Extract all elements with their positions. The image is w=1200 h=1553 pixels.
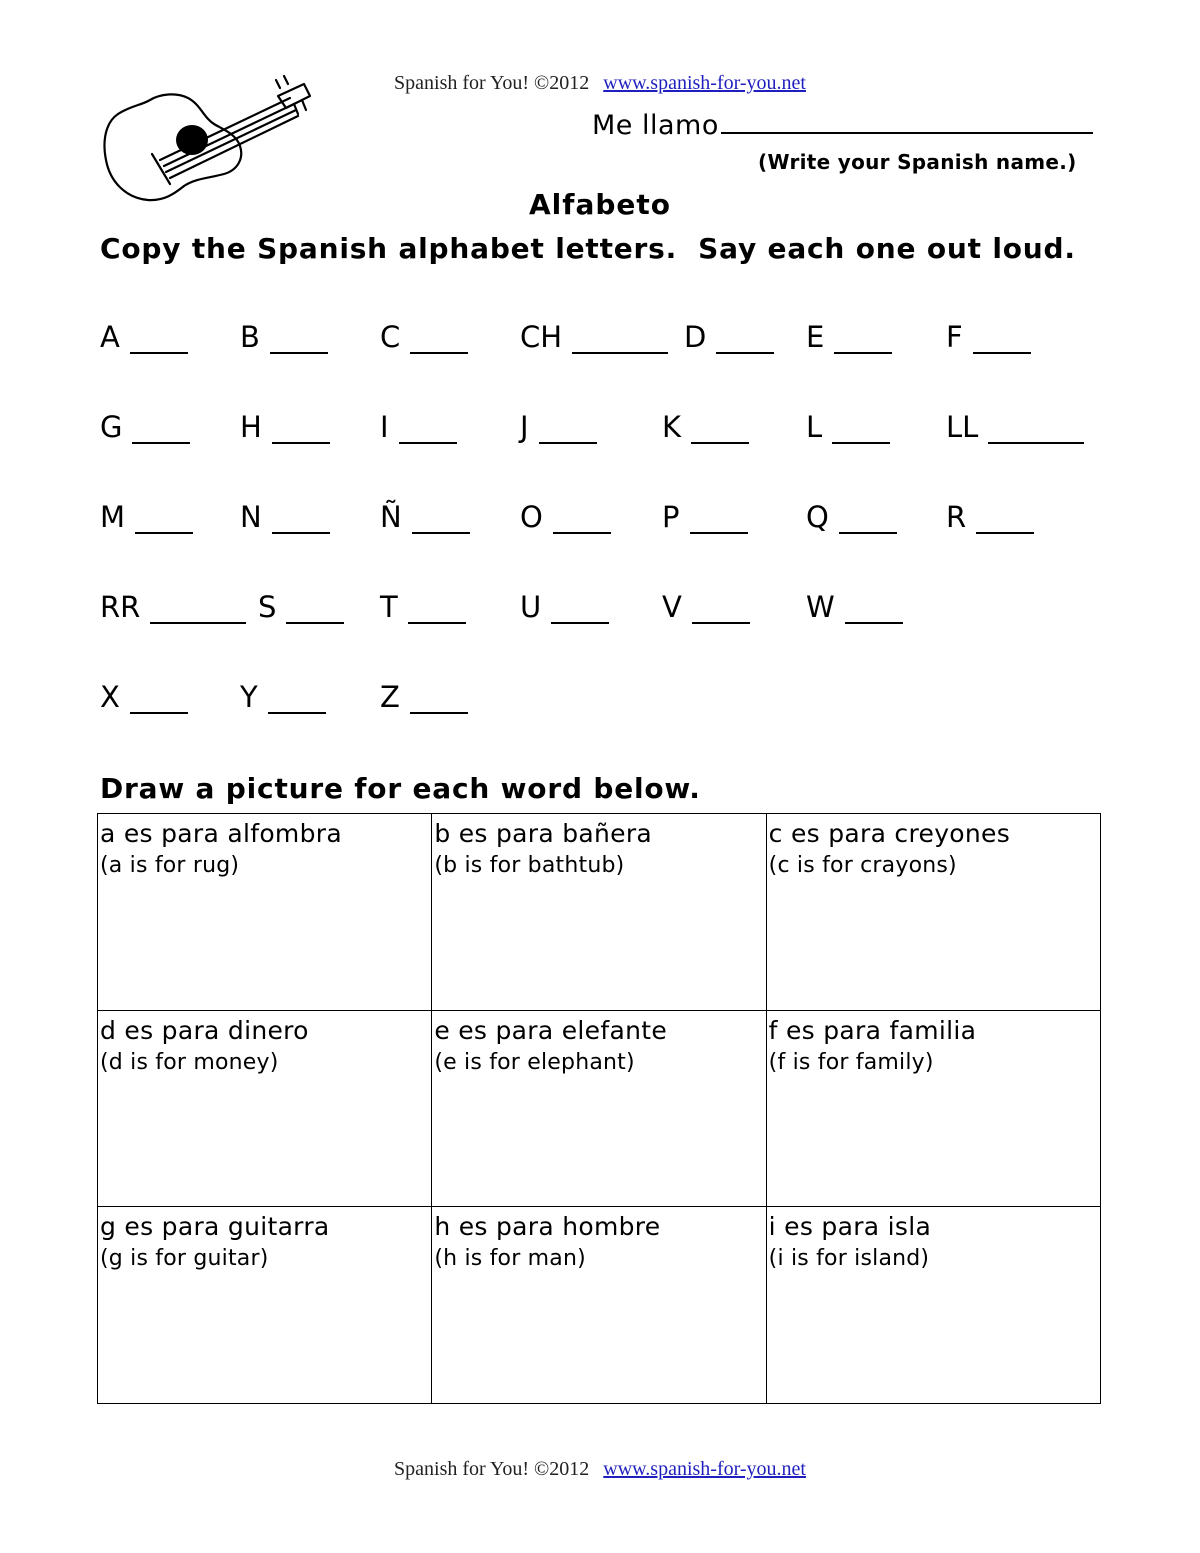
letter-blank[interactable] [691,418,749,444]
cell-spanish-text: e es para elefante [434,1015,667,1045]
letter-blank[interactable] [408,598,466,624]
letter-label: Y [240,680,258,714]
cell-spanish-text: b es para bañera [434,819,653,848]
letter-item [258,590,344,624]
letter-blank[interactable] [572,328,668,354]
letter-item [662,500,748,534]
credit-link[interactable]: www.spanish-for-you.net [603,1458,806,1480]
letter-blank[interactable] [130,328,188,354]
cell-english-text: (i is for island) [768,1246,930,1272]
letter-label: K [662,410,682,444]
letter-blank[interactable] [399,418,457,444]
alphabet-practice [0,0,1200,760]
letter-item [520,410,597,444]
letter-label: F [946,320,963,354]
letter-label: H [240,410,262,444]
letter-blank[interactable] [551,598,609,624]
cell-english-text: (b is for bathtub) [434,853,625,878]
name-hint: (Write your Spanish name.) [758,150,1077,174]
drawing-cell[interactable] [766,1010,1100,1207]
letter-label: I [380,410,389,444]
cell-english-text: (h is for man) [434,1246,586,1272]
letter-label: Q [806,500,829,534]
letter-label: T [380,590,398,624]
credit-text: Spanish for You! ©2012 [394,1458,590,1480]
letter-item [380,410,457,444]
drawing-cell[interactable] [432,1207,766,1404]
grid-row [98,814,1101,1011]
drawing-cell[interactable] [432,814,766,1011]
letter-blank[interactable] [286,598,344,624]
letter-item [100,500,193,534]
letter-blank[interactable] [272,508,330,534]
letter-label: Ñ [380,500,402,534]
drawing-cell[interactable] [766,1207,1100,1404]
cell-english-text: (c is for crayons) [768,853,957,878]
letter-blank[interactable] [410,328,468,354]
letter-label: V [662,590,682,624]
letter-item [380,680,468,714]
letter-item [806,590,903,624]
drawing-cell[interactable] [98,1010,432,1207]
letter-blank[interactable] [834,328,892,354]
letter-label: M [100,500,126,534]
letter-label: A [100,320,120,354]
letter-label: N [240,500,262,534]
letter-blank[interactable] [539,418,597,444]
drawing-cell[interactable] [766,814,1100,1011]
letter-label: R [946,500,967,534]
letter-label: U [520,590,542,624]
letter-label: O [520,500,543,534]
picture-grid [97,813,1101,1404]
letter-blank[interactable] [692,598,750,624]
letter-blank[interactable] [553,508,611,534]
alphabet-instruction: Copy the Spanish alphabet letters. Say each one out loud. [100,232,1076,265]
letter-label: RR [100,590,141,624]
letter-blank[interactable] [976,508,1034,534]
cell-spanish-text: c es para creyones [768,819,1011,848]
letter-label: G [100,410,123,444]
cell-english-text: (g is for guitar) [100,1246,269,1272]
credit-text: Spanish for You! ©2012 [394,72,590,94]
letter-blank[interactable] [988,418,1084,444]
letter-label: L [806,410,823,444]
cell-spanish-text: a es para alfombra [100,819,342,848]
page-title: Alfabeto [529,188,671,221]
letter-label: C [380,320,401,354]
letter-item [100,590,246,624]
name-prompt: Me llamo [592,110,719,141]
letter-blank[interactable] [410,688,468,714]
picture-instruction: Draw a picture for each word below. [100,772,701,805]
letter-label: P [662,500,680,534]
cell-spanish-text: g es para guitarra [100,1212,330,1242]
cell-english-text: (d is for money) [100,1049,279,1075]
letter-blank[interactable] [150,598,246,624]
letter-blank[interactable] [412,508,470,534]
letter-item [380,500,470,534]
letter-blank[interactable] [130,688,188,714]
letter-item [946,320,1031,354]
letter-label: J [520,410,529,444]
cell-spanish-text: f es para familia [768,1015,977,1045]
letter-blank[interactable] [839,508,897,534]
letter-blank[interactable] [135,508,193,534]
cell-english-text: (f is for family) [768,1049,934,1075]
letter-label: Z [380,680,400,714]
letter-label: D [684,320,707,354]
cell-spanish-text: h es para hombre [434,1212,661,1242]
letter-item [806,500,897,534]
letter-blank[interactable] [268,688,326,714]
letter-item [806,410,890,444]
letter-label: S [258,590,277,624]
letter-item [380,590,466,624]
drawing-cell[interactable] [98,814,432,1011]
letter-blank[interactable] [690,508,748,534]
cell-spanish-text: d es para dinero [100,1015,309,1045]
letter-blank[interactable] [270,328,328,354]
letter-item [240,680,326,714]
letter-blank[interactable] [973,328,1031,354]
letter-item [946,410,1084,444]
letter-item [240,320,328,354]
letter-item [380,320,468,354]
letter-item [806,320,892,354]
letter-item [520,500,611,534]
footer-credit [0,1458,1200,1481]
letter-blank[interactable] [845,598,903,624]
letter-item [520,590,609,624]
drawing-cell[interactable] [98,1207,432,1404]
letter-label: CH [520,320,563,354]
letter-label: W [806,590,835,624]
letter-item [520,320,668,354]
letter-item [662,410,749,444]
letter-blank[interactable] [272,418,330,444]
letter-label: B [240,320,260,354]
letter-label: LL [946,410,979,444]
credit-link[interactable]: www.spanish-for-you.net [603,72,806,94]
letter-item [240,500,330,534]
letter-label: E [806,320,825,354]
letter-item [240,410,330,444]
letter-item [100,320,188,354]
letter-item [662,590,750,624]
letter-blank[interactable] [832,418,890,444]
grid-row [98,1207,1101,1404]
cell-english-text: (e is for elephant) [434,1049,635,1075]
letter-label: X [100,680,120,714]
letter-item [100,680,188,714]
drawing-cell[interactable] [432,1010,766,1207]
cell-english-text: (a is for rug) [100,853,240,878]
letter-blank[interactable] [132,418,190,444]
letter-item [100,410,190,444]
letter-item [946,500,1034,534]
cell-spanish-text: i es para isla [768,1212,932,1242]
letter-item [684,320,774,354]
grid-row [98,1010,1101,1207]
letter-blank[interactable] [716,328,774,354]
